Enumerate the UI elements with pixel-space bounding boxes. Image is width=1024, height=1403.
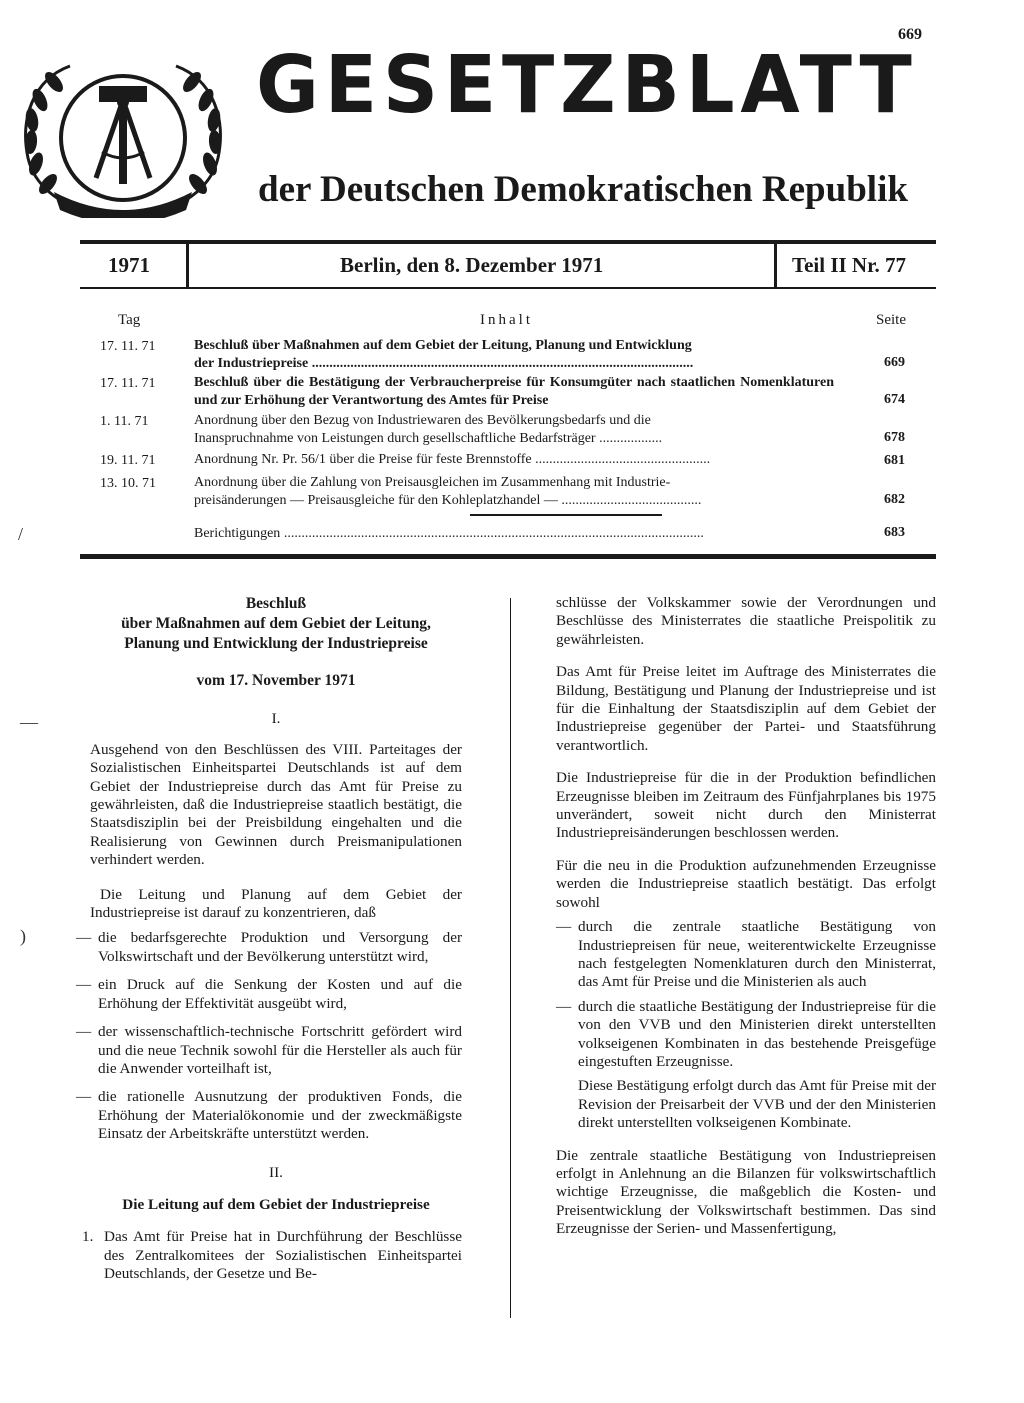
- issue-year: 1971: [108, 253, 150, 277]
- decree-date: vom 17. November 1971: [196, 672, 356, 689]
- toc-entry-line: Inanspruchnahme von Leistungen durch gesellschaftliche Bedarfsträger: [194, 431, 596, 446]
- toc-entry-title[interactable]: Beschluß über die Bestätigung der Verbraucherpreise für Konsumgüter nach staatlichen Nomenklaturen und zur Erhöhung der Verantwortung des Amtes für Preise: [194, 375, 834, 408]
- toc-entry-page: 669: [884, 355, 905, 370]
- paragraph: Die Industriepreise für die in der Produktion befindlichen Erzeugnisse bleiben im Zeitraum des Fünfjahrplanes bis 1975 unverändert, soweit nicht durch den Ministerrat Industriepreisänderungen beschlossen werden.: [556, 769, 936, 842]
- toc-entry-date: 13. 10. 71: [100, 476, 156, 491]
- decree-title: Planung und Entwicklung der Industriepreise: [124, 635, 428, 652]
- paragraph: schlüsse der Volkskammer sowie der Verordnungen und Beschlüsse des Ministerrates die staatliche Preispolitik zu gewährleisten.: [556, 594, 936, 648]
- issue-bar-divider: [774, 244, 777, 288]
- toc-leader-dots: ..................................................: [535, 452, 711, 467]
- list-item-text: durch die zentrale staatliche Bestätigung von Industriepreisen für neue, weiterentwickelte Erzeugnisse nach festgelegten Nomenklaturen durch den Ministerrat, das Amt für Preise und die Ministerien als auch: [578, 918, 936, 991]
- section-number: I.: [271, 710, 281, 728]
- toc-entry-title[interactable]: [194, 337, 834, 373]
- margin-mark: —: [20, 712, 38, 732]
- paragraph: Ausgehend von den Beschlüssen des VIII. Parteitages der Sozialistischen Einheitspartei Deutschlands ist auf dem Gebiet der Industriepreise durch das Amt für Preise zu gewährleisten, daß die Industriepreise staatlich bestätigt, die Staatsdisziplin bei der Preisbildung eingehalten und die Realisierung von Gewinnen durch Preismanipulationen verhindert werden.: [90, 740, 462, 869]
- toc-entry-date: 19. 11. 71: [100, 453, 156, 468]
- issue-part-number: Teil II Nr. 77: [792, 253, 906, 277]
- toc-entry-date: 17. 11. 71: [100, 376, 156, 391]
- toc-entry-title[interactable]: [194, 474, 834, 510]
- toc-entry-line: Beschluß über Maßnahmen auf dem Gebiet der Leitung, Planung und Entwicklung: [194, 338, 692, 353]
- page-number: 669: [898, 26, 922, 43]
- toc-entry-page: 682: [884, 492, 905, 507]
- toc-entry-page: 681: [884, 453, 905, 468]
- toc-entry-line: der Industriepreise: [194, 356, 309, 371]
- dash-mark: —: [76, 929, 92, 947]
- list-item-text: durch die staatliche Bestätigung der Industriepreise für die von den VVB und den Ministerien direkt unterstellten volkseigenen Kombinaten in das bestehende Preisgefüge eingestuften Erzeugnisse.: [578, 997, 936, 1070]
- toc-day-header: Tag: [118, 312, 141, 328]
- masthead-title: GESETZBLATT: [256, 39, 918, 131]
- toc-leader-dots: .............................................................................................................: [311, 356, 694, 371]
- list-item: [76, 1023, 462, 1078]
- toc-entry-title[interactable]: [194, 525, 834, 543]
- item-number: 1.: [82, 1228, 94, 1246]
- list-item: [556, 918, 936, 992]
- toc-entry-line: Anordnung Nr. Pr. 56/1 über die Preise für feste Brennstoffe: [194, 452, 532, 467]
- toc-contents-header: Inhalt: [480, 312, 533, 328]
- dash-mark: —: [76, 1023, 92, 1041]
- toc-entry-line: preisänderungen — Preisausgleiche für den Kohleplatzhandel —: [194, 493, 558, 508]
- paragraph: Die zentrale staatliche Bestätigung von Industriepreisen erfolgt in Anlehnung an die Bilanzen für volkswirtschaftlich wichtige Erzeugnisse, die maßgeblich die Kosten- und Preisentwicklung der Volkswirtschaft bestimmen. Das sind Erzeugnisse der Serien- und Massenfertigung,: [556, 1146, 936, 1238]
- toc-entry-page: 674: [884, 392, 905, 407]
- issue-place-date: Berlin, den 8. Dezember 1971: [340, 253, 604, 277]
- paragraph: Diese Bestätigung erfolgt durch das Amt für Preise mit der Revision der Preisarbeit der VVB und der den Ministerien direkt unterstellten volkseigenen Kombinate.: [578, 1077, 936, 1132]
- paragraph: Für die neu in die Produktion aufzunehmenden Erzeugnisse werden die Industriepreise staatlich bestätigt. Das erfolgt sowohl: [556, 856, 936, 911]
- toc-entry-title[interactable]: [194, 412, 834, 448]
- list-item: [76, 929, 462, 966]
- list-item-text: der wissenschaftlich-technische Fortschritt gefördert wird und die neue Technik sowohl für die Hersteller als auch für die Anwender vorteilhaft ist,: [98, 1023, 462, 1077]
- decree-title: über Maßnahmen auf dem Gebiet der Leitung,: [121, 615, 431, 632]
- issue-bar-top-rule: [80, 240, 936, 244]
- list-item: [76, 976, 462, 1013]
- paragraph: Das Amt für Preise leitet im Auftrage des Ministerrates die Bildung, Bestätigung und Planung der Industriepreise und ist für die Einhaltung der Staatsdisziplin auf dem Gebiet der Industriepreise gegenüber der Partei- und Staatsführung verantwortlich.: [556, 663, 936, 754]
- section-number: II.: [269, 1163, 283, 1181]
- list-item-text: die bedarfsgerechte Produktion und Versorgung der Volkswirtschaft und der Bevölkerung unterstützt wird,: [98, 929, 462, 965]
- toc-entry-date: 17. 11. 71: [100, 339, 156, 354]
- dash-mark: —: [76, 976, 92, 994]
- toc-bottom-rule: [80, 554, 936, 559]
- toc-entry-page: 678: [884, 430, 905, 445]
- section-heading: Die Leitung auf dem Gebiet der Industriepreise: [122, 1195, 430, 1213]
- gdr-coat-of-arms-icon: [14, 60, 232, 218]
- toc-page-header: Seite: [876, 312, 906, 328]
- column-divider: [510, 598, 511, 1318]
- toc-entry-line: Anordnung über den Bezug von Industriewaren des Bevölkerungsbedarfs und die: [194, 413, 651, 428]
- margin-mark: /: [18, 524, 24, 544]
- issue-bar-divider: [186, 244, 189, 288]
- toc-separator: [470, 514, 662, 516]
- toc-entry-page: 683: [884, 525, 905, 540]
- numbered-item: [82, 1228, 462, 1283]
- toc-leader-dots: ........................................................................................................................: [283, 526, 704, 541]
- list-item: [76, 1088, 462, 1143]
- decree-title: Beschluß: [245, 595, 307, 612]
- toc-leader-dots: ........................................: [561, 493, 702, 508]
- masthead-subtitle: der Deutschen Demokratischen Republik: [258, 169, 908, 210]
- right-column: [556, 594, 936, 1239]
- left-column: [76, 594, 462, 1284]
- numbered-item-text: Das Amt für Preise hat in Durchführung der Beschlüsse des Zentralkomitees der Sozialistischen Einheitspartei Deutschlands, der Gesetze und Be-: [104, 1228, 462, 1283]
- toc-entry-line: Anordnung über die Zahlung von Preisausgleichen im Zusammenhang mit Industrie-: [194, 475, 671, 490]
- list-item: [556, 998, 936, 1072]
- toc-leader-dots: ..................: [599, 431, 663, 446]
- paragraph: Die Leitung und Planung auf dem Gebiet der Industriepreise ist darauf zu konzentrieren, daß: [90, 885, 462, 922]
- toc-entry-date: 1. 11. 71: [100, 414, 149, 429]
- dash-mark: —: [556, 918, 572, 936]
- dash-mark: —: [76, 1088, 92, 1106]
- list-item-text: ein Druck auf die Senkung der Kosten und auf die Erhöhung der Effektivität ausgeübt wird,: [98, 976, 462, 1012]
- margin-mark: ): [20, 926, 26, 946]
- issue-bar-bottom-rule: [80, 287, 936, 289]
- dash-mark: —: [556, 997, 572, 1015]
- toc-entry-line: Berichtigungen: [194, 526, 281, 541]
- toc-entry-title[interactable]: [194, 451, 834, 469]
- list-item-text: die rationelle Ausnutzung der produktiven Fonds, die Erhöhung der Materialökonomie und der zweckmäßigste Einsatz der Arbeitskräfte unterstützt werden.: [98, 1088, 462, 1143]
